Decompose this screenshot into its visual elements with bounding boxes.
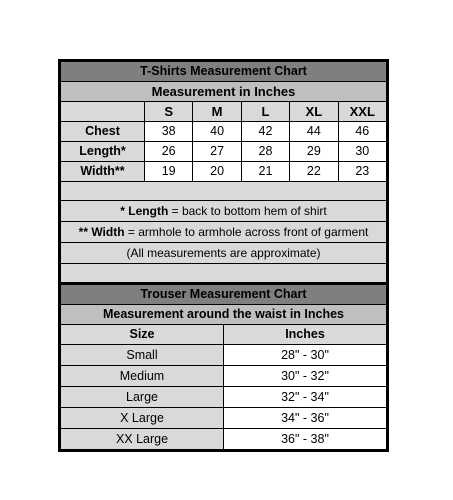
corner-cell — [61, 102, 145, 122]
tshirt-size-header-row — [61, 102, 387, 122]
trouser-row — [61, 366, 387, 387]
table-cell: 40 — [193, 122, 241, 142]
table-cell: 42 — [241, 122, 289, 142]
row-label: Length* — [61, 142, 145, 162]
width-note-text: = armhole to armhole across front of garment — [124, 225, 369, 239]
trouser-chart-title: Trouser Measurement Chart — [61, 284, 387, 305]
spacer-row — [61, 264, 387, 283]
table-cell: 28 — [241, 142, 289, 162]
trouser-row — [61, 345, 387, 366]
table-cell: 27 — [193, 142, 241, 162]
approximate-note: (All measurements are approximate) — [61, 243, 387, 264]
size-header-m: M — [193, 102, 241, 122]
tshirt-chart-subtitle: Measurement in Inches — [61, 82, 387, 102]
table-cell: 29 — [290, 142, 338, 162]
table-cell: 44 — [290, 122, 338, 142]
trouser-header-row — [61, 325, 387, 345]
tshirt-chart-title: T-Shirts Measurement Chart — [61, 62, 387, 82]
tshirt-row-chest — [61, 122, 387, 142]
table-cell: 30 — [338, 142, 386, 162]
column-header-size: Size — [61, 325, 224, 345]
table-cell: 38 — [145, 122, 193, 142]
table-cell: 26 — [145, 142, 193, 162]
size-cell: Medium — [61, 366, 224, 387]
inches-cell: 36" - 38" — [224, 429, 387, 450]
trouser-row — [61, 387, 387, 408]
trouser-chart-subtitle: Measurement around the waist in Inches — [61, 305, 387, 325]
table-cell: 23 — [338, 162, 386, 182]
width-note — [61, 222, 387, 243]
size-header-xl: XL — [290, 102, 338, 122]
inches-cell: 28" - 30" — [224, 345, 387, 366]
inches-cell: 30" - 32" — [224, 366, 387, 387]
column-header-inches: Inches — [224, 325, 387, 345]
table-cell: 21 — [241, 162, 289, 182]
length-note-text: = back to bottom hem of shirt — [168, 204, 327, 218]
table-cell: 46 — [338, 122, 386, 142]
size-cell: Small — [61, 345, 224, 366]
tshirt-row-width — [61, 162, 387, 182]
size-cell: XX Large — [61, 429, 224, 450]
width-note-key: ** Width — [78, 225, 125, 239]
inches-cell: 34" - 36" — [224, 408, 387, 429]
table-cell: 20 — [193, 162, 241, 182]
trouser-row — [61, 408, 387, 429]
size-cell: X Large — [61, 408, 224, 429]
tshirt-measurement-table — [60, 61, 387, 283]
measurement-sheet — [58, 59, 389, 452]
length-note-key: * Length — [120, 204, 169, 218]
trouser-row — [61, 429, 387, 450]
table-cell: 22 — [290, 162, 338, 182]
table-cell: 19 — [145, 162, 193, 182]
trouser-measurement-table — [60, 283, 387, 450]
size-header-xxl: XXL — [338, 102, 386, 122]
spacer-row — [61, 182, 387, 201]
size-header-s: S — [145, 102, 193, 122]
size-cell: Large — [61, 387, 224, 408]
row-label: Chest — [61, 122, 145, 142]
inches-cell: 32" - 34" — [224, 387, 387, 408]
length-note — [61, 201, 387, 222]
tshirt-row-length — [61, 142, 387, 162]
size-header-l: L — [241, 102, 289, 122]
row-label: Width** — [61, 162, 145, 182]
